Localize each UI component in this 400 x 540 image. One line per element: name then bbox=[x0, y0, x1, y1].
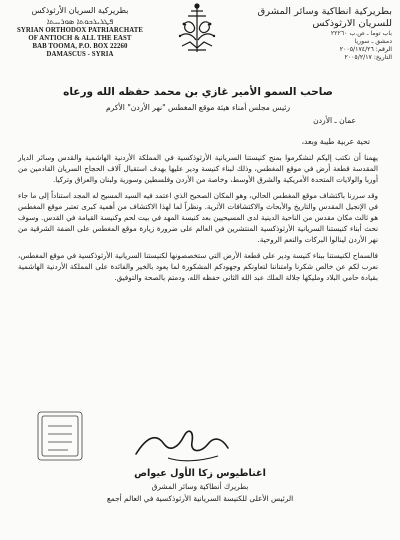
patriarchate-emblem-icon bbox=[174, 2, 220, 56]
letterhead-english-line-2: OF ANTIOCH & ALL THE EAST bbox=[28, 35, 132, 42]
greeting: تحية عربية طيبة وبعد، bbox=[301, 137, 370, 146]
letterhead-address-line-1: باب توما ـ ص.ب ٢٢٢٦٠ bbox=[330, 30, 392, 37]
letterhead-english-line-4: DAMASCUS - SYRIA bbox=[46, 51, 114, 58]
addressee-title: صاحب السمو الأمير غازي بن محمد حفظه الله ورعاه bbox=[63, 86, 333, 98]
official-stamp bbox=[34, 408, 86, 464]
paragraph-3: فالسماح لكنيستنا ببناء كنيسة ودير على قطعة الأرض التي ستخصصونها لكنيستنا السريانية الأرثوذكسية في موقع المغطس، نعرب لكم عن خالص شكرنا وامتناننا لتعاونكم وجهودكم المشكورة لما يعود بالخير والفائدة على المملكة الأردنية الهاشمية بقيادة حامي البلاد ومليكها جلالة الملك عبد الله الثاني حفظه الله، ودمتم بالصحة والتوفيق. bbox=[18, 250, 378, 283]
letterhead-address-line-2: دمشق ـ سوريا bbox=[354, 38, 392, 45]
letterhead-english-line-1: SYRIAN ORTHODOX PATRIARCHATE bbox=[16, 27, 144, 34]
letterhead-right bbox=[252, 6, 392, 62]
letterhead-english-line-3: BAB TOOMA, P.O. BOX 22260 bbox=[32, 43, 128, 50]
handwritten-signature bbox=[128, 418, 238, 468]
signatory-title-line-2: الرئيس الأعلى للكنيسة السريانية الأرثوذكسية في العالم أجمع bbox=[106, 494, 294, 503]
signatory-name: اغناطيوس زكا الأول عيواص bbox=[134, 468, 266, 479]
letterhead-arabic-name: بطريركية السريان الأرثوذكس bbox=[31, 6, 129, 15]
addressee-subtitle: رئيس مجلس أمناء هيئة موقع المغطس "نهر الأردن" الأكرم bbox=[105, 103, 291, 112]
signature-block bbox=[0, 468, 400, 503]
paragraph-1: يهمنا أن نكتب إليكم لنشكرموا بمنح كنيستنا السريانية الأرثوذكسية في المملكة الأردنية الهاشمية والقدس وسائر الديار المقدسة قطعة أرض في موقع المغطس، وذلك لبناء كنيسة ودير عليها بهدف استقبال آلاف الحجاج السريان القادمين من أوربا والولايات المتحدة الأمريكية والشرق الأوسط، وخاصة من الأردن وفلسطين وسورية ولبنان والعراق وتركيا. bbox=[18, 153, 378, 185]
letterhead-left bbox=[10, 6, 150, 59]
reference-number: الرقم: ٢٠٠٥/١٧٤/٢٦ bbox=[339, 46, 392, 53]
paragraph-2: وقد سررنا باكتشاف موقع المغطس الحالي، وهو المكان الصحيح الذي اعتمد فيه السيد المسيح له المجد استناداً إلى ما جاء في الإنجيل المقدس والتاريخ والأبحاث والاكتشافات الأثرية. ونظراً لما لهذا الاكتشاف من أهمية كبرى تعتبر موقع المغطس هو ثالث مكان مقدس من الناحية الدينية لدى المسيحيين بعد كنيسة المهد في بيت لحم وكنيسة القيامة في القدس. وسوف نحث أبناء كنيستنا السريانية الأرثوذكسية المنتشرين في العالم على ضرورة زيارة موقع المغطس على الضفة الشرقية من نهر الأردن لينالوا البركات والنعم الروحية. bbox=[18, 190, 378, 245]
letter-body bbox=[18, 86, 378, 287]
signatory-title-line-1: بطريرك أنطاكية وسائر المشرق bbox=[151, 482, 249, 491]
addressee-city: عمان ـ الأردن bbox=[313, 116, 356, 125]
letterhead-calligraphy: بطريركية انطاكية وسائر المشرق للسريان الارثوذكس bbox=[257, 7, 392, 29]
letter-date: التاريخ: ٢٠٠٥/٢/١٧ bbox=[344, 54, 392, 61]
letterhead-syriac-name: ܦܛܪܝܪܟܘܬܐ ܣܘܪܝܝܬܐ bbox=[46, 17, 114, 26]
